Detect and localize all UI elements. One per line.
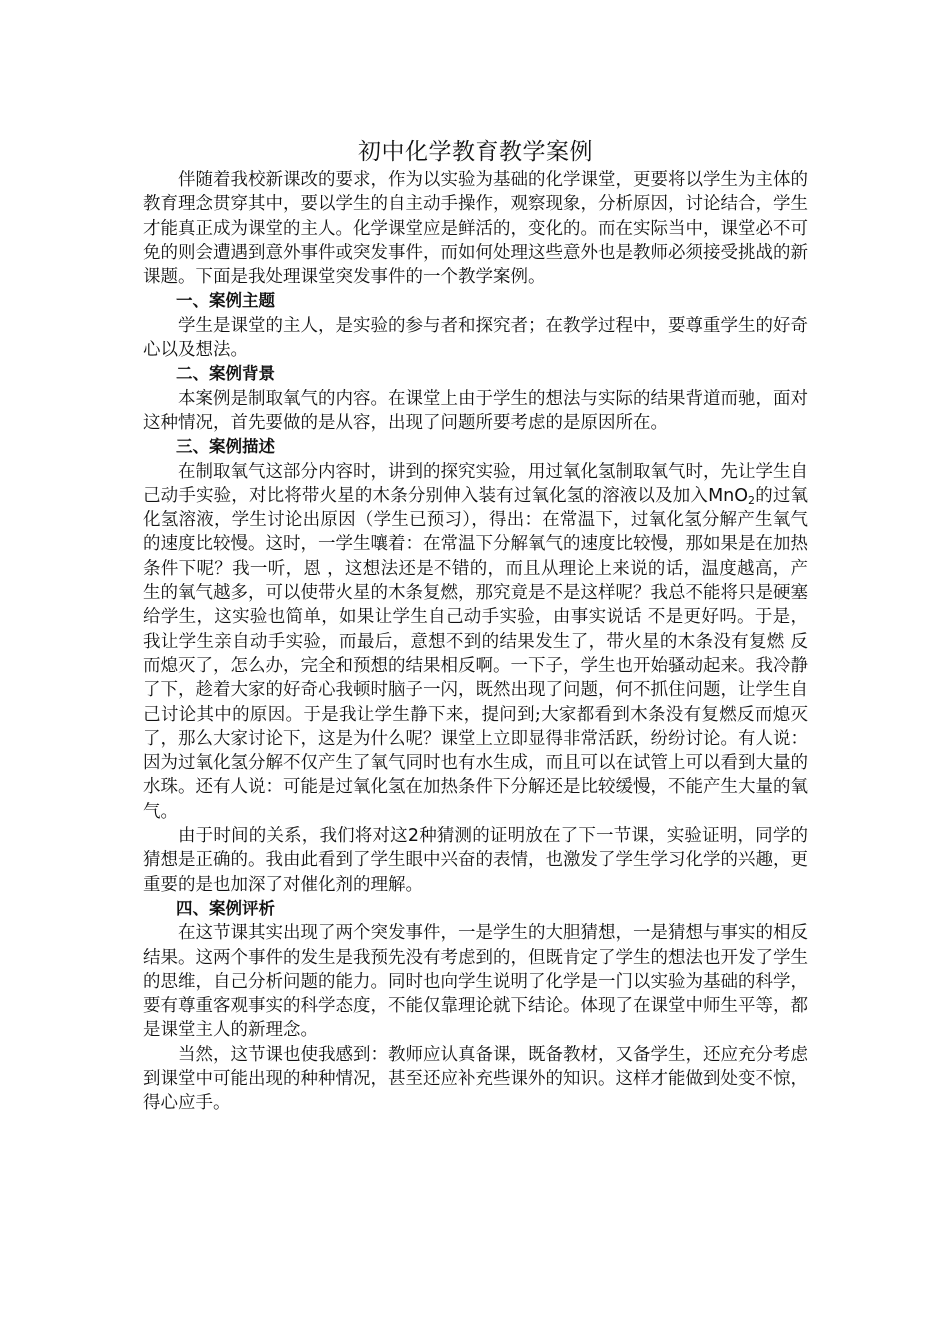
intro-paragraph: 伴随着我校新课改的要求，作为以实验为基础的化学课堂，更要将以学生为主体的教育理念贯穿其中，要以学生的自主动手操作，观察现象，分析原因，讨论结合，学生才能真正成为课堂的主人。化学课堂应是鲜活的，变化的。而在实际当中，课堂必不可免的则会遭遇到意外事件或突发事件，而如何处理这些意外也是教师必须接受挑战的新课题。下面是我处理课堂突发事件的一个教学案例。	[143, 170, 808, 288]
chemical-formula	[708, 486, 755, 506]
document-body	[143, 136, 808, 1116]
section-heading-background: 二、案例背景	[176, 364, 275, 384]
formula-main: MnO	[708, 485, 749, 506]
description-text-part2: 的过氧化氢溶液，学生讨论出原因（学生已预习），得出：在常温下，过氧化氢分解产生氧气的速度比较慢。这时，一学生嚷着：在常温下分解氧气的速度比较慢，那如果是在加热条件下呢？我一听，恩 ，这想法还是不错的，而且从理论上来说的话，温度越高，产生的氧气越多，可以使带火星的木条复燃，那究竟是不是这样呢？我总不能将只是硬塞给学生，这实验也简单，如果让学生自己动手实验，由事实说话 不是更好吗。于是，我让学生亲自动手实验，而最后，意想不到的结果发生了，带火星的木条没有复燃 反而熄灭了，怎么办，完全和预想的结果相反啊。一下子，学生也开始骚动起来。我冷静了下，趁着大家的好奇心我顿时脑子一闪，既然出现了问题，何不抓住问题，让学生自己讨论其中的原因。于是我让学生静下来，提问到;大家都看到木条没有复燃反而熄灭了，那么大家讨论下，这是为什么呢？课堂上立即显得非常活跃，纷纷讨论。有人说：因为过氧化氢分解不仅产生了氧气同时也有水生成，而且可以在试管上可以看到大量的水珠。还有人说：可能是过氧化氢在加热条件下分解还是比较缓慢，不能产生大量的氧气。	[143, 485, 809, 822]
result-paragraph	[143, 824, 808, 897]
result-number: 2	[407, 826, 420, 847]
section-heading-description: 三、案例描述	[176, 437, 275, 457]
result-text-part2: 种猜测的证明放在了下一节课，实验证明，同学的猜想是正确的。我由此看到了学生眼中兴奋的表情，也激发了学生学习化学的兴趣，更重要的是也加深了对催化剂的理解。	[143, 826, 809, 895]
section-heading-analysis: 四、案例评析	[176, 898, 275, 918]
description-paragraph	[143, 460, 808, 824]
formula-subscript: 2	[748, 493, 756, 507]
conclusion-paragraph: 当然，这节课也使我感到：教师应认真备课，既备教材，又备学生，还应充分考虑到课堂中可能出现的种种情况，甚至还应补充些课外的知识。这样才能做到处变不惊，得心应手。	[143, 1044, 808, 1114]
document-title: 初中化学教育教学案例	[358, 139, 593, 165]
theme-paragraph: 学生是课堂的主人，是实验的参与者和探究者；在教学过程中，要尊重学生的好奇心以及想法。	[143, 315, 808, 361]
description-text-part1: 在制取氧气这部分内容时，讲到的探究实验，用过氧化氢制取氧气时，先让学生自己动手实验，对比将带火星的木条分别伸入装有过氧化氢的溶液以及加入	[143, 461, 808, 506]
section-heading-theme: 一、案例主题	[176, 291, 275, 311]
result-text-part1: 由于时间的关系，我们将对这	[178, 826, 408, 847]
analysis-paragraph: 在这节课其实出现了两个突发事件，一是学生的大胆猜想，一是猜想与事实的相反结果。这两个事件的发生是我预先没有考虑到的，但既肯定了学生的想法也开发了学生的思维，自己分析问题的能力。同时也向学生说明了化学是一门以实验为基础的科学，要有尊重客观事实的科学态度，不能仅靠理论就下结论。体现了在课堂中师生平等，都是课堂主人的新理念。	[143, 923, 808, 1041]
background-paragraph: 本案例是制取氧气的内容。在课堂上由于学生的想法与实际的结果背道而驰，面对这种情况，首先要做的是从容，出现了问题所要考虑的是原因所在。	[143, 388, 808, 433]
